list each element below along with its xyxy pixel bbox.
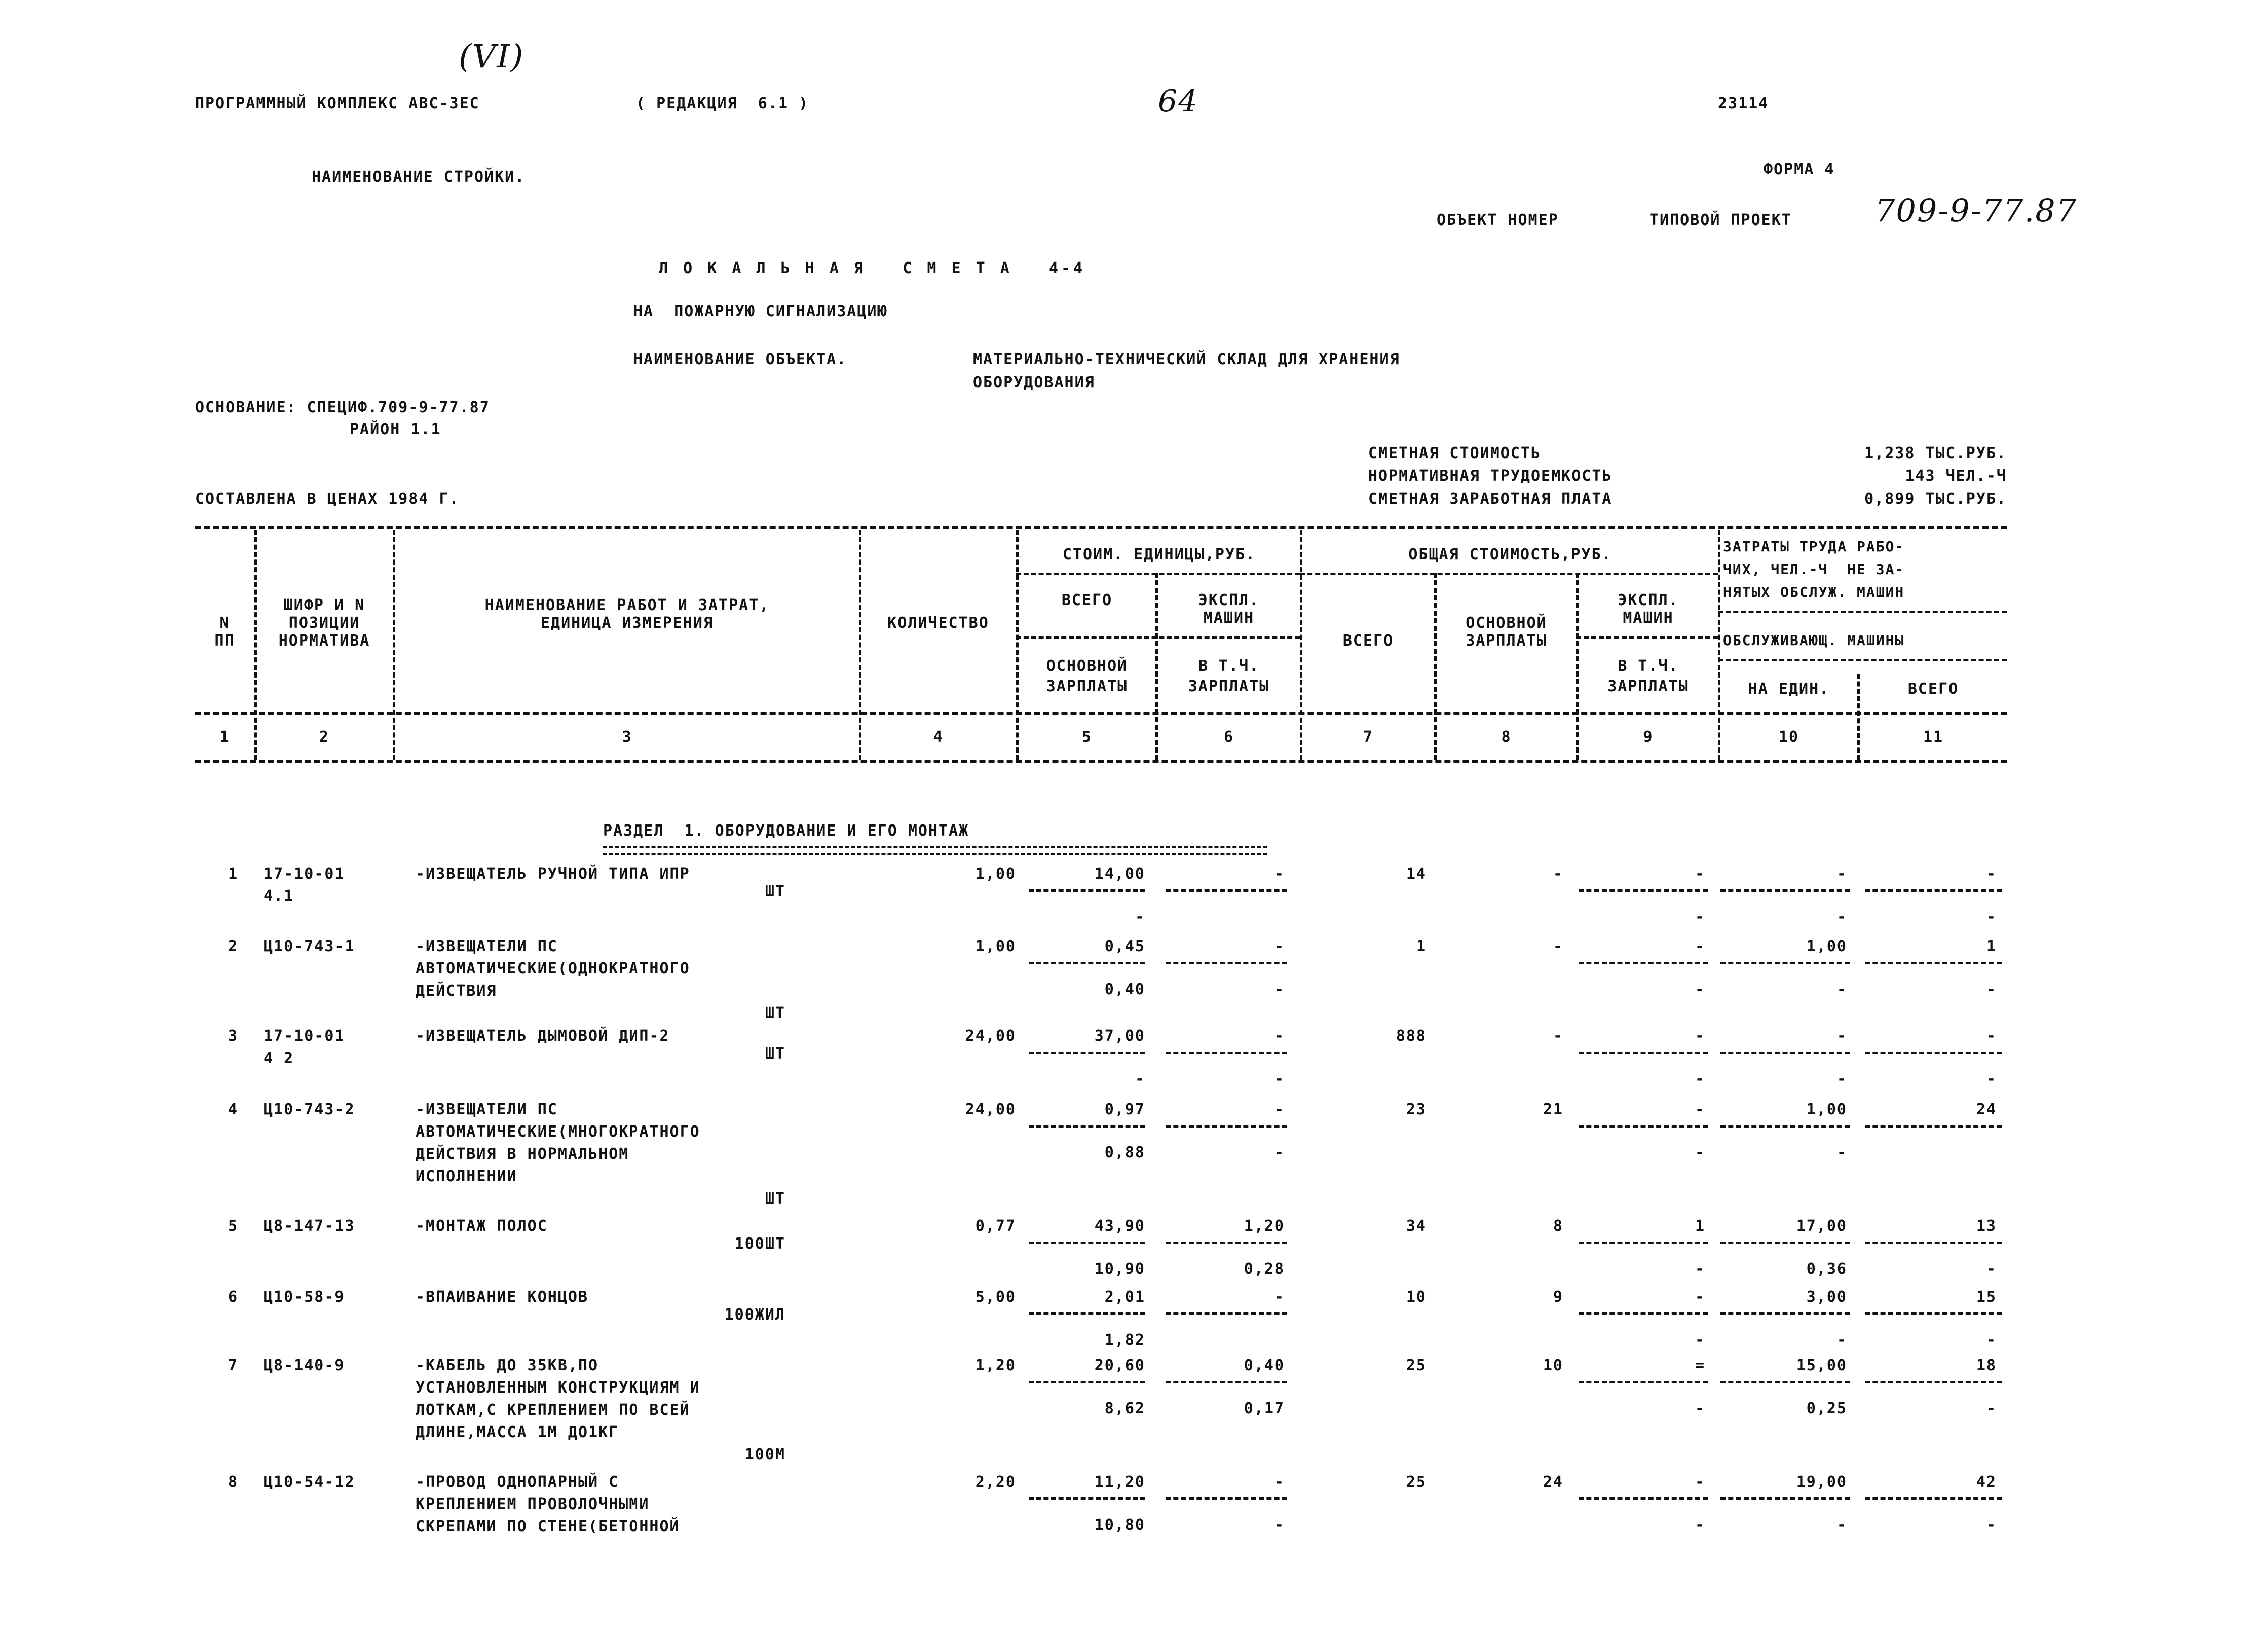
row-labor-per-unit: 15,00 <box>1796 1357 1847 1374</box>
cell-divider-rule <box>1865 1242 2002 1244</box>
row-name: ДЕЙСТВИЯ <box>416 982 497 1000</box>
row-name: ДЕЙСТВИЯ В НОРМАЛЬНОМ <box>416 1145 629 1163</box>
row-unit-total: 20,60 <box>1094 1357 1145 1374</box>
hdr-num-10: 10 <box>1778 728 1799 746</box>
row-labor-per-unit: 1,00 <box>1806 937 1847 955</box>
cell-divider-rule <box>1166 1312 1287 1315</box>
hdr-unit-wage-l2: ЗАРПЛАТЫ <box>1046 678 1128 695</box>
cell-divider-rule <box>1029 1125 1145 1128</box>
row-labor-per-unit: 17,00 <box>1796 1217 1847 1235</box>
row-unit-machine-wage: - <box>1274 1144 1285 1161</box>
row-total-machines: - <box>1695 1288 1705 1306</box>
cell-divider-rule <box>1720 1312 1850 1315</box>
row-name: -ПРОВОД ОДНОПАРНЫЙ С <box>416 1473 619 1491</box>
row-unit-total: 14,00 <box>1094 865 1145 883</box>
summary-label-labor: НОРМАТИВНАЯ ТРУДОЕМКОСТЬ <box>1368 467 1613 485</box>
row-total: 25 <box>1406 1357 1427 1374</box>
row-unit-machines: - <box>1274 1288 1285 1306</box>
row-number: 4 <box>228 1101 238 1118</box>
document-code: 23114 <box>1718 95 1769 112</box>
row-code: 4.1 <box>264 887 294 905</box>
row-code: 17-10-01 <box>264 865 345 883</box>
row-labor-per-unit: 3,00 <box>1806 1288 1847 1306</box>
cell-divider-rule <box>1579 962 1708 964</box>
object-number-label: ОБЪЕКТ НОМЕР <box>1437 211 1559 229</box>
row-number: 1 <box>228 865 238 883</box>
col-divider <box>1718 530 1720 760</box>
cell-divider-rule <box>1865 1125 2002 1128</box>
subheader-rule <box>1016 573 1300 575</box>
row-unit-machine-wage: - <box>1274 1516 1285 1534</box>
row-labor-total: 13 <box>1976 1217 1997 1235</box>
subheader-rule <box>1718 611 2007 613</box>
hdr-unit-wage-l1: ОСНОВНОЙ <box>1046 657 1128 675</box>
hdr-labor-total: ВСЕГО <box>1907 680 1959 698</box>
hdr-col2-l3: НОРМАТИВА <box>278 632 370 650</box>
row-unit-machines: - <box>1274 1027 1285 1045</box>
rule-numbers-bottom <box>195 760 2007 763</box>
hdr-unit-mach-l1: ЭКСПЛ. <box>1198 591 1260 609</box>
row-total-machine-wage: - <box>1695 1331 1705 1349</box>
cell-divider-rule <box>1865 1052 2002 1054</box>
cell-divider-rule <box>1579 1497 1708 1500</box>
summary-value-wage: 0,899 ТЫС.РУБ. <box>1864 490 2007 508</box>
region-line: РАЙОН 1.1 <box>350 421 441 438</box>
row-unit-machines: 0,40 <box>1244 1357 1285 1374</box>
row-unit-total: 11,20 <box>1094 1473 1145 1491</box>
prices-basis: СОСТАВЛЕНА В ЦЕНАХ 1984 Г. <box>195 490 460 508</box>
row-unit-base-wage: 0,88 <box>1104 1144 1145 1161</box>
row-labor-total: 18 <box>1976 1357 1997 1374</box>
hdr-labor-unit: НА ЕДИН. <box>1748 680 1830 698</box>
row-name: УСТАНОВЛЕННЫМ КОНСТРУКЦИЯМ И <box>416 1379 700 1397</box>
col-divider <box>393 530 395 760</box>
cell-divider-rule <box>1029 1052 1145 1054</box>
row-total-machine-wage: - <box>1695 981 1705 998</box>
row-name: ИСПОЛНЕНИИ <box>416 1168 517 1185</box>
row-unit-total: 0,45 <box>1104 937 1145 955</box>
row-unit-base-wage: 10,80 <box>1094 1516 1145 1534</box>
row-unit-base-wage: - <box>1135 1070 1145 1088</box>
hdr-unit-mwage-l2: ЗАРПЛАТЫ <box>1188 678 1270 695</box>
row-labor-machine-per-unit: - <box>1836 981 1847 998</box>
object-name-line1: МАТЕРИАЛЬНО-ТЕХНИЧЕСКИЙ СКЛАД ДЛЯ ХРАНЕНИЯ <box>973 351 1400 368</box>
row-total-machines: = <box>1695 1357 1705 1374</box>
row-unit: ШТ <box>765 1190 785 1208</box>
row-unit-base-wage: 10,90 <box>1094 1260 1145 1278</box>
row-number: 7 <box>228 1357 238 1374</box>
row-unit: ШТ <box>765 1045 785 1063</box>
typical-project-label: ТИПОВОЙ ПРОЕКТ <box>1649 211 1792 229</box>
row-total-machine-wage: - <box>1695 1144 1705 1161</box>
row-unit-base-wage: 0,40 <box>1104 981 1145 998</box>
estimate-subtitle: НА ПОЖАРНУЮ СИГНАЛИЗАЦИЮ <box>633 303 888 320</box>
row-labor-machine-per-unit: - <box>1836 908 1847 926</box>
summary-value-labor: 143 ЧЕЛ.-Ч <box>1905 467 2007 485</box>
row-labor-total: - <box>1986 1027 1997 1045</box>
cell-divider-rule <box>1865 962 2002 964</box>
hdr-num-7: 7 <box>1363 728 1374 746</box>
row-total-machines: - <box>1695 1027 1705 1045</box>
row-code: Ц8-140-9 <box>264 1357 345 1374</box>
cell-divider-rule <box>1579 1312 1708 1315</box>
row-total-machines: - <box>1695 1473 1705 1491</box>
cell-divider-rule <box>1166 1125 1287 1128</box>
row-labor-machine-per-unit: 0,25 <box>1806 1400 1847 1417</box>
cell-divider-rule <box>1579 1125 1708 1128</box>
cell-divider-rule <box>1720 1052 1850 1054</box>
row-unit-machines: - <box>1274 1473 1285 1491</box>
hdr-unit-mwage-l1: В Т.Ч. <box>1198 657 1260 675</box>
cell-divider-rule <box>1579 1242 1708 1244</box>
cell-divider-rule <box>1029 889 1145 892</box>
row-unit: ШТ <box>765 883 785 900</box>
cell-divider-rule <box>1720 962 1850 964</box>
row-name: ЛОТКАМ,С КРЕПЛЕНИЕМ ПО ВСЕЙ <box>416 1401 690 1419</box>
row-total-base-wage: 8 <box>1553 1217 1563 1235</box>
hdr-col3-l1: НАИМЕНОВАНИЕ РАБОТ И ЗАТРАТ, <box>484 596 770 614</box>
hdr-total-all: ВСЕГО <box>1342 632 1394 650</box>
cell-divider-rule <box>1166 1242 1287 1244</box>
form-label: ФОРМА 4 <box>1764 161 1835 178</box>
hdr-total-base-l1: ОСНОВНОЙ <box>1466 614 1547 632</box>
row-total: 14 <box>1406 865 1427 883</box>
row-total-machine-wage: - <box>1695 1070 1705 1088</box>
row-quantity: 1,00 <box>975 937 1016 955</box>
row-unit-total: 0,97 <box>1104 1101 1145 1118</box>
row-unit-machines: - <box>1274 937 1285 955</box>
hdr-col2-l2: ПОЗИЦИИ <box>288 614 360 632</box>
row-unit: 100М <box>744 1446 785 1463</box>
row-total-machine-wage: - <box>1695 1516 1705 1534</box>
hdr-num-11: 11 <box>1923 728 1944 746</box>
row-unit-base-wage: 1,82 <box>1104 1331 1145 1349</box>
row-labor-machine-total: - <box>1986 1516 1997 1534</box>
row-number: 2 <box>228 937 238 955</box>
row-unit-base-wage: 8,62 <box>1104 1400 1145 1417</box>
row-total-base-wage: 9 <box>1553 1288 1563 1306</box>
cell-divider-rule <box>1029 1242 1145 1244</box>
hdr-col3-l2: ЕДИНИЦА ИЗМЕРЕНИЯ <box>540 614 714 632</box>
cell-divider-rule <box>1865 1312 2002 1315</box>
row-total-machines: - <box>1695 865 1705 883</box>
row-unit-machine-wage: - <box>1274 981 1285 998</box>
row-quantity: 1,00 <box>975 865 1016 883</box>
hdr-num-6: 6 <box>1223 728 1234 746</box>
row-quantity: 24,00 <box>965 1101 1016 1118</box>
hdr-total-incl-l1: В Т.Ч. <box>1618 657 1679 675</box>
row-code: Ц10-58-9 <box>264 1288 345 1306</box>
cell-divider-rule <box>1579 889 1708 892</box>
object-name-label: НАИМЕНОВАНИЕ ОБЪЕКТА. <box>633 351 847 368</box>
row-total: 10 <box>1406 1288 1427 1306</box>
row-total-machines: - <box>1695 937 1705 955</box>
row-number: 6 <box>228 1288 238 1306</box>
row-total: 888 <box>1396 1027 1427 1045</box>
hdr-labor-l3: НЯТЫХ ОБСЛУЖ. МАШИН <box>1723 584 1905 600</box>
subheader-rule <box>1718 659 2007 661</box>
hdr-col1-l2: ПП <box>214 632 235 650</box>
row-labor-machine-total: - <box>1986 908 1997 926</box>
row-labor-machine-per-unit: - <box>1836 1144 1847 1161</box>
row-unit-machine-wage: - <box>1274 1070 1285 1088</box>
row-total-machine-wage: - <box>1695 1260 1705 1278</box>
row-code: 17-10-01 <box>264 1027 345 1045</box>
row-labor-total: 42 <box>1976 1473 1997 1491</box>
cell-divider-rule <box>1166 962 1287 964</box>
row-total-base-wage: - <box>1553 1027 1563 1045</box>
row-labor-total: 1 <box>1986 937 1997 955</box>
hdr-total-base-l2: ЗАРПЛАТЫ <box>1466 632 1547 650</box>
rule-top <box>195 526 2007 529</box>
row-total-base-wage: 10 <box>1543 1357 1563 1374</box>
row-unit-total: 43,90 <box>1094 1217 1145 1235</box>
row-unit-total: 2,01 <box>1104 1288 1145 1306</box>
row-labor-machine-total: - <box>1986 1400 1997 1417</box>
row-name: -ВПАИВАНИЕ КОНЦОВ <box>416 1288 589 1306</box>
row-labor-machine-total: - <box>1986 1070 1997 1088</box>
row-unit: 100ШТ <box>734 1235 785 1253</box>
summary-label-cost: СМЕТНАЯ СТОИМОСТЬ <box>1368 444 1542 462</box>
row-code: Ц10-743-2 <box>264 1101 355 1118</box>
row-name: АВТОМАТИЧЕСКИЕ(МНОГОКРАТНОГО <box>416 1123 700 1141</box>
row-labor-per-unit: - <box>1836 865 1847 883</box>
row-labor-per-unit: - <box>1836 1027 1847 1045</box>
row-labor-per-unit: 19,00 <box>1796 1473 1847 1491</box>
col-divider <box>859 530 861 760</box>
row-quantity: 0,77 <box>975 1217 1016 1235</box>
construction-name-label: НАИМЕНОВАНИЕ СТРОЙКИ. <box>312 168 526 186</box>
cell-divider-rule <box>1166 1381 1287 1383</box>
cell-divider-rule <box>1720 889 1850 892</box>
cell-divider-rule <box>1865 889 2002 892</box>
estimate-title: Л О К А Л Ь Н А Я С М Е Т А 4-4 <box>659 259 1086 277</box>
row-labor-machine-total: - <box>1986 1331 1997 1349</box>
row-total-machines: - <box>1695 1101 1705 1118</box>
row-unit-machine-wage: 0,17 <box>1244 1400 1285 1417</box>
row-quantity: 2,20 <box>975 1473 1016 1491</box>
row-name: -ИЗВЕЩАТЕЛИ ПС <box>416 937 558 955</box>
row-labor-machine-total: - <box>1986 1260 1997 1278</box>
row-name: КРЕПЛЕНИЕМ ПРОВОЛОЧНЫМИ <box>416 1495 650 1513</box>
row-name: ДЛИНЕ,МАССА 1М ДО1КГ <box>416 1423 619 1441</box>
row-name: АВТОМАТИЧЕСКИЕ(ОДНОКРАТНОГО <box>416 960 690 978</box>
row-total: 1 <box>1416 937 1427 955</box>
row-labor-per-unit: 1,00 <box>1806 1101 1847 1118</box>
hdr-num-3: 3 <box>622 728 632 746</box>
hdr-labor-l1: ЗАТРАТЫ ТРУДА РАБО- <box>1723 538 1905 555</box>
hdr-col4: КОЛИЧЕСТВО <box>887 614 989 632</box>
cell-divider-rule <box>1166 1052 1287 1054</box>
row-labor-machine-per-unit: - <box>1836 1070 1847 1088</box>
hdr-unit-cost-group: СТОИМ. ЕДИНИЦЫ,РУБ. <box>1062 546 1256 564</box>
cell-divider-rule <box>1166 889 1287 892</box>
row-labor-machine-per-unit: 0,36 <box>1806 1260 1847 1278</box>
cell-divider-rule <box>1720 1381 1850 1383</box>
row-labor-total: - <box>1986 865 1997 883</box>
row-total-machine-wage: - <box>1695 1400 1705 1417</box>
cell-divider-rule <box>1166 1497 1287 1500</box>
hdr-col1-l1: N <box>219 614 230 632</box>
hdr-num-1: 1 <box>219 728 230 746</box>
row-code: Ц10-54-12 <box>264 1473 355 1491</box>
row-code: 4 2 <box>264 1049 294 1067</box>
cell-divider-rule <box>1865 1381 2002 1383</box>
row-unit-base-wage: - <box>1135 908 1145 926</box>
section-underline <box>603 846 1267 855</box>
row-unit: ШТ <box>765 1004 785 1022</box>
hdr-num-5: 5 <box>1081 728 1093 746</box>
hdr-col2-l1: ШИФР И N <box>283 596 365 614</box>
subheader-rule <box>1576 636 1718 639</box>
rule-header-bottom <box>195 712 2007 715</box>
row-quantity: 5,00 <box>975 1288 1016 1306</box>
subheader-rule <box>1300 573 1718 575</box>
row-labor-machine-per-unit: - <box>1836 1331 1847 1349</box>
row-name: -ИЗВЕЩАТЕЛЬ РУЧНОЙ ТИПА ИПР <box>416 865 690 883</box>
row-unit-machines: - <box>1274 1101 1285 1118</box>
row-name: -ИЗВЕЩАТЕЛЬ ДЫМОВОЙ ДИП-2 <box>416 1027 670 1045</box>
row-number: 8 <box>228 1473 238 1491</box>
hdr-num-2: 2 <box>319 728 330 746</box>
row-unit: 100ЖИЛ <box>724 1306 785 1324</box>
row-total-base-wage: - <box>1553 937 1563 955</box>
row-number: 5 <box>228 1217 238 1235</box>
hdr-num-8: 8 <box>1501 728 1512 746</box>
col-divider <box>1016 530 1019 760</box>
row-total: 25 <box>1406 1473 1427 1491</box>
hdr-num-9: 9 <box>1643 728 1654 746</box>
row-number: 3 <box>228 1027 238 1045</box>
row-code: Ц8-147-13 <box>264 1217 355 1235</box>
row-total-machines: 1 <box>1695 1217 1705 1235</box>
row-unit-total: 37,00 <box>1094 1027 1145 1045</box>
hdr-total-incl-l2: ЗАРПЛАТЫ <box>1607 678 1689 695</box>
object-name-line2: ОБОРУДОВАНИЯ <box>973 373 1095 391</box>
hdr-unit-mach-l2: МАШИН <box>1203 609 1255 627</box>
row-total: 23 <box>1406 1101 1427 1118</box>
cell-divider-rule <box>1029 962 1145 964</box>
cell-divider-rule <box>1029 1381 1145 1383</box>
row-total-base-wage: - <box>1553 865 1563 883</box>
row-quantity: 24,00 <box>965 1027 1016 1045</box>
row-name: -ИЗВЕЩАТЕЛИ ПС <box>416 1101 558 1118</box>
program-name: ПРОГРАММНЫЙ КОМПЛЕКС АВС-3ЕС <box>195 95 480 112</box>
project-number: 709-9-77.87 <box>1875 192 2078 229</box>
row-unit-machine-wage: 0,28 <box>1244 1260 1285 1278</box>
subheader-rule <box>1016 636 1300 639</box>
row-name: СКРЕПАМИ ПО СТЕНЕ(БЕТОННОЙ <box>416 1518 680 1535</box>
hdr-total-mach-l1: ЭКСПЛ. <box>1618 591 1679 609</box>
cell-divider-rule <box>1579 1381 1708 1383</box>
cell-divider-rule <box>1720 1497 1850 1500</box>
row-labor-total: 24 <box>1976 1101 1997 1118</box>
row-total-base-wage: 21 <box>1543 1101 1563 1118</box>
hdr-total-cost-group: ОБЩАЯ СТОИМОСТЬ,РУБ. <box>1408 546 1612 564</box>
row-name: -КАБЕЛЬ ДО 35КВ,ПО <box>416 1357 599 1374</box>
hdr-num-4: 4 <box>933 728 944 746</box>
hdr-labor-l2: ЧИХ, ЧЕЛ.-Ч НЕ ЗА- <box>1723 561 1905 578</box>
row-name: -МОНТАЖ ПОЛОС <box>416 1217 548 1235</box>
row-total-machine-wage: - <box>1695 908 1705 926</box>
basis-line: ОСНОВАНИЕ: СПЕЦИФ.709-9-77.87 <box>195 399 490 417</box>
row-code: Ц10-743-1 <box>264 937 355 955</box>
cell-divider-rule <box>1579 1052 1708 1054</box>
summary-value-cost: 1,238 ТЫС.РУБ. <box>1864 444 2007 462</box>
page-number: 64 <box>1158 84 1199 119</box>
cell-divider-rule <box>1720 1242 1850 1244</box>
cell-divider-rule <box>1029 1497 1145 1500</box>
section-title: РАЗДЕЛ 1. ОБОРУДОВАНИЕ И ЕГО МОНТАЖ <box>603 822 969 840</box>
cell-divider-rule <box>1720 1125 1850 1128</box>
hdr-unit-total: ВСЕГО <box>1061 591 1113 609</box>
summary-label-wage: СМЕТНАЯ ЗАРАБОТНАЯ ПЛАТА <box>1368 490 1613 508</box>
row-total-base-wage: 24 <box>1543 1473 1563 1491</box>
cell-divider-rule <box>1865 1497 2002 1500</box>
row-unit-machines: - <box>1274 865 1285 883</box>
row-labor-machine-total: - <box>1986 981 1997 998</box>
row-quantity: 1,20 <box>975 1357 1016 1374</box>
edition: ( РЕДАКЦИЯ 6.1 ) <box>636 95 809 112</box>
cell-divider-rule <box>1029 1312 1145 1315</box>
handwritten-section-mark: (VI) <box>459 38 524 76</box>
hdr-total-mach-l2: МАШИН <box>1623 609 1674 627</box>
row-labor-total: 15 <box>1976 1288 1997 1306</box>
row-unit-machines: 1,20 <box>1244 1217 1285 1235</box>
hdr-labor-sub: ОБСЛУЖИВАЮЩ. МАШИНЫ <box>1723 632 1905 649</box>
row-labor-machine-per-unit: - <box>1836 1516 1847 1534</box>
row-total: 34 <box>1406 1217 1427 1235</box>
